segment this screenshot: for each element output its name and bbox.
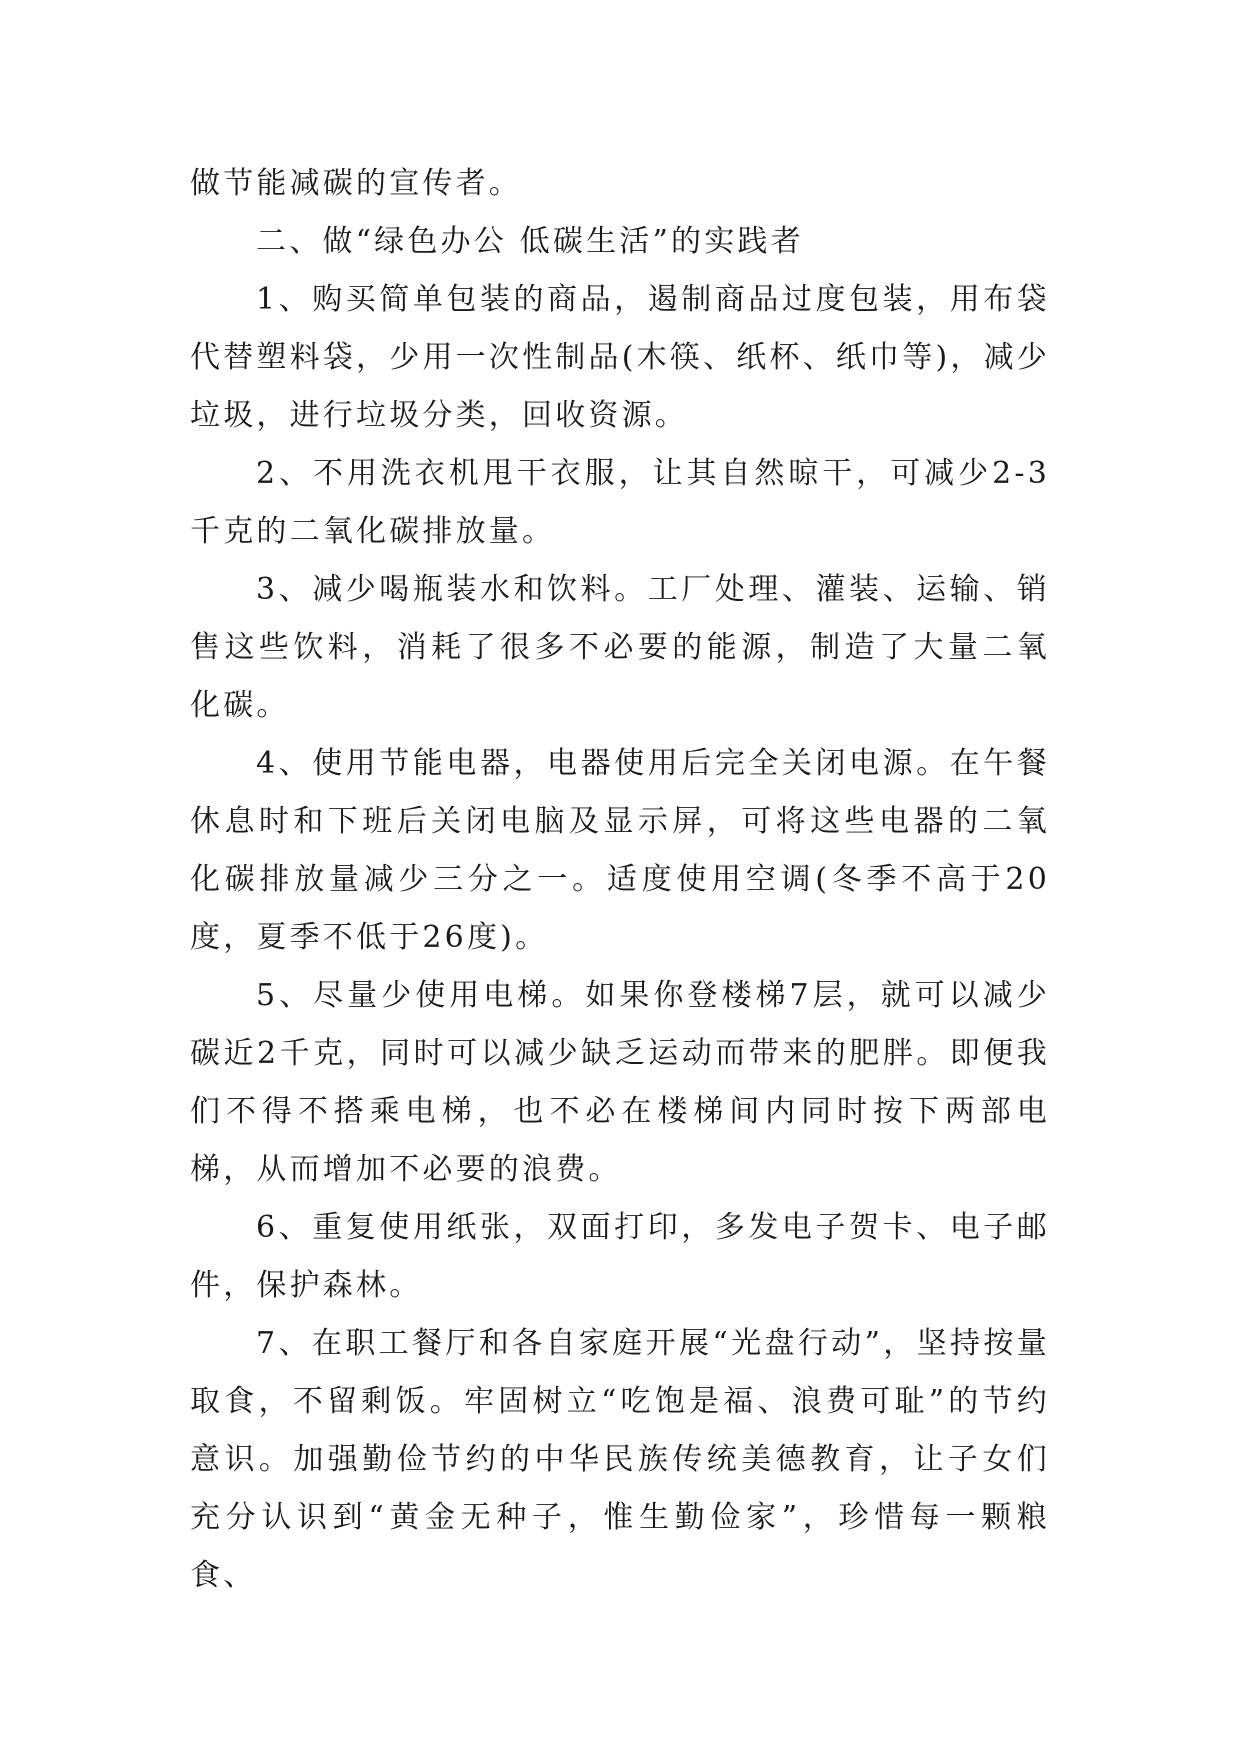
paragraph-item-6: 6、重复使用纸张，双面打印，多发电子贺卡、电子邮件，保护森林。: [190, 1210, 1050, 1303]
paragraph-continuation: 做节能减碳的宣传者。: [190, 166, 522, 201]
paragraph-item-4: 4、使用节能电器，电器使用后完全关闭电源。在午餐休息时和下班后关闭电脑及显示屏，可将这些电器的二氧化碳排放量减少三分之一。适度使用空调(冬季不高于20度，夏季不低于26度)。: [190, 746, 1050, 955]
paragraph-item-1: 1、购买简单包装的商品，遏制商品过度包装，用布袋代替塑料袋，少用一次性制品(木筷、纸杯、纸巾等)，减少垃圾，进行垃圾分类，回收资源。: [190, 282, 1050, 433]
paragraph-item-3: 3、减少喝瓶装水和饮料。工厂处理、灌装、运输、销售这些饮料，消耗了很多不必要的能源，制造了大量二氧化碳。: [190, 572, 1050, 723]
paragraph-item-5: 5、尽量少使用电梯。如果你登楼梯7层，就可以减少碳近2千克，同时可以减少缺乏运动而带来的肥胖。即便我们不得不搭乘电梯，也不必在楼梯间内同时按下两部电梯，从而增加不必要的浪费。: [190, 978, 1050, 1187]
paragraph-item-7: 7、在职工餐厅和各自家庭开展“光盘行动”，坚持按量取食，不留剩饭。牢固树立“吃饱是福、浪费可耻”的节约意识。加强勤俭节约的中华民族传统美德教育，让子女们充分认识到“黄金无种子，惟生勤俭家”，珍惜每一颗粮食、: [190, 1326, 1050, 1593]
document-body: [190, 155, 1050, 1605]
section-heading: 二、做“绿色办公 低碳生活”的实践者: [256, 224, 804, 259]
paragraph-item-2: 2、不用洗衣机甩干衣服，让其自然晾干，可减少2-3千克的二氧化碳排放量。: [190, 456, 1050, 549]
